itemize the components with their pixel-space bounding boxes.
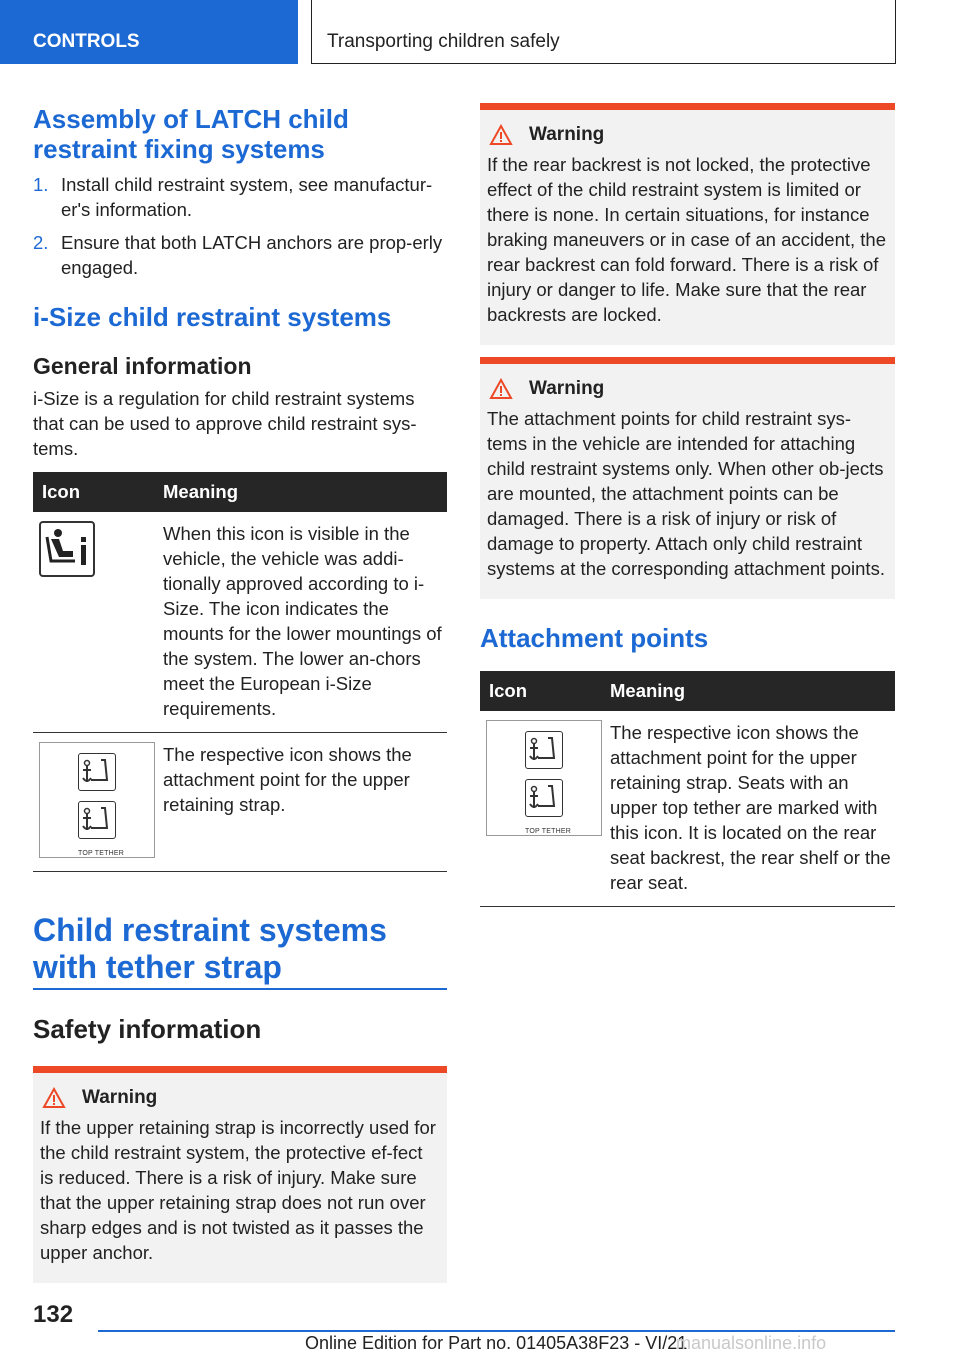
warning-text: If the upper retaining strap is incorrectly used for the child restraint system, the protective ef‐fect is reduced. There is a risk of injury. Make sure that the upper retaining strap does not run over sharp edges and is not twisted as it passes the upper anchor. [40,1117,436,1263]
warning-triangle-icon [42,1087,66,1109]
footer-edition: Online Edition for Part no. 01405A38F23 - VI/21 [305,1333,688,1353]
table-cell-meaning: When this icon is visible in the vehicle, the vehicle was addi‐tionally approved according to i-Size. The icon indicates the mounts for the lower mountings of the system. The lower an‐chors meet the European i-Size requirements. [163,512,447,733]
right-column [480,103,895,907]
page-header-title: Transporting children safely [311,0,896,64]
table-header-icon: Icon [33,472,163,512]
top-tether-icon-group [39,742,155,858]
warning-title: Warning [529,378,605,399]
warning-box [480,103,895,345]
warning-header [42,1087,440,1109]
table-row [33,512,447,733]
assembly-steps [33,172,447,280]
assembly-heading: Assembly of LATCH child restraint fixing systems [33,104,349,164]
warning-header [489,378,888,400]
table-cell-icon [33,512,163,733]
table-cell-meaning: The respective icon shows the attachment point for the upper retaining strap. [163,733,447,872]
warning-title: Warning [82,1087,158,1108]
isize-table [33,472,447,872]
tether-heading-block [33,912,447,990]
anchor-seat-icon [78,753,116,791]
table-cell-meaning: The respective icon shows the attachment point for the upper retaining strap. Seats with an upper top tether are marked with this icon. It is located on the rear seat backrest, the rear shelf or the rear seat. [610,711,895,907]
table-header-meaning: Meaning [610,671,895,711]
warning-title: Warning [529,124,605,145]
step-number: 2. [33,232,49,253]
warning-triangle-icon [489,124,513,146]
warning-triangle-icon [489,378,513,400]
footer-rule [98,1330,895,1332]
attachment-heading: Attachment points [480,623,709,653]
list-item [33,172,447,222]
step-number: 1. [33,174,49,195]
table-header-meaning: Meaning [163,472,447,512]
anchor-seat-icon [78,801,116,839]
safety-heading: Safety information [33,1014,262,1044]
isize-child-seat-icon [39,521,95,577]
top-tether-icon-group [486,720,602,836]
table-header-row [480,671,895,711]
anchor-seat-icon [525,731,563,769]
top-tether-label: TOP TETHER [525,828,571,835]
general-info-text: i-Size is a regulation for child restraint systems that can be used to approve child restraint sys‐tems. [33,388,417,459]
tether-heading: Child restraint systems with tether strap [33,912,387,985]
warning-box [480,357,895,599]
section-tab: CONTROLS [0,0,298,64]
step-text: Install child restraint system, see manufactur‐er's information. [61,174,433,220]
attachment-table [480,671,895,907]
isize-heading: i-Size child restraint systems [33,302,392,332]
list-item [33,230,447,280]
table-row [480,711,895,907]
warning-box [33,1066,447,1283]
table-cell-icon [33,733,163,872]
anchor-seat-icon [525,779,563,817]
warning-text: The attachment points for child restraint sys‐tems in the vehicle are intended for attaching child restraint systems only. When other ob‐jects are mounted, the attachment points can be damaged. There is a risk of injury or risk of damage to property. Attach only child restraint systems at the corresponding attachment points. [487,408,885,579]
warning-header [489,124,888,146]
page-number: 132 [33,1301,74,1328]
table-cell-icon [480,711,610,907]
table-row [33,733,447,872]
step-text: Ensure that both LATCH anchors are prop‐erly engaged. [61,232,443,278]
table-header-icon: Icon [480,671,610,711]
warning-text: If the rear backrest is not locked, the protective effect of the child restraint system is limited or there is none. In certain situations, for instance braking maneuvers or in case of an accident, the rear backrest can fold forward. There is a risk of injury or danger to life. Make sure that the rear backrests are locked. [487,154,887,325]
table-header-row [33,472,447,512]
left-column [33,100,447,1283]
watermark: manualsonline.info [676,1333,827,1353]
general-info-heading: General information [33,353,252,379]
top-tether-label: TOP TETHER [78,850,124,857]
